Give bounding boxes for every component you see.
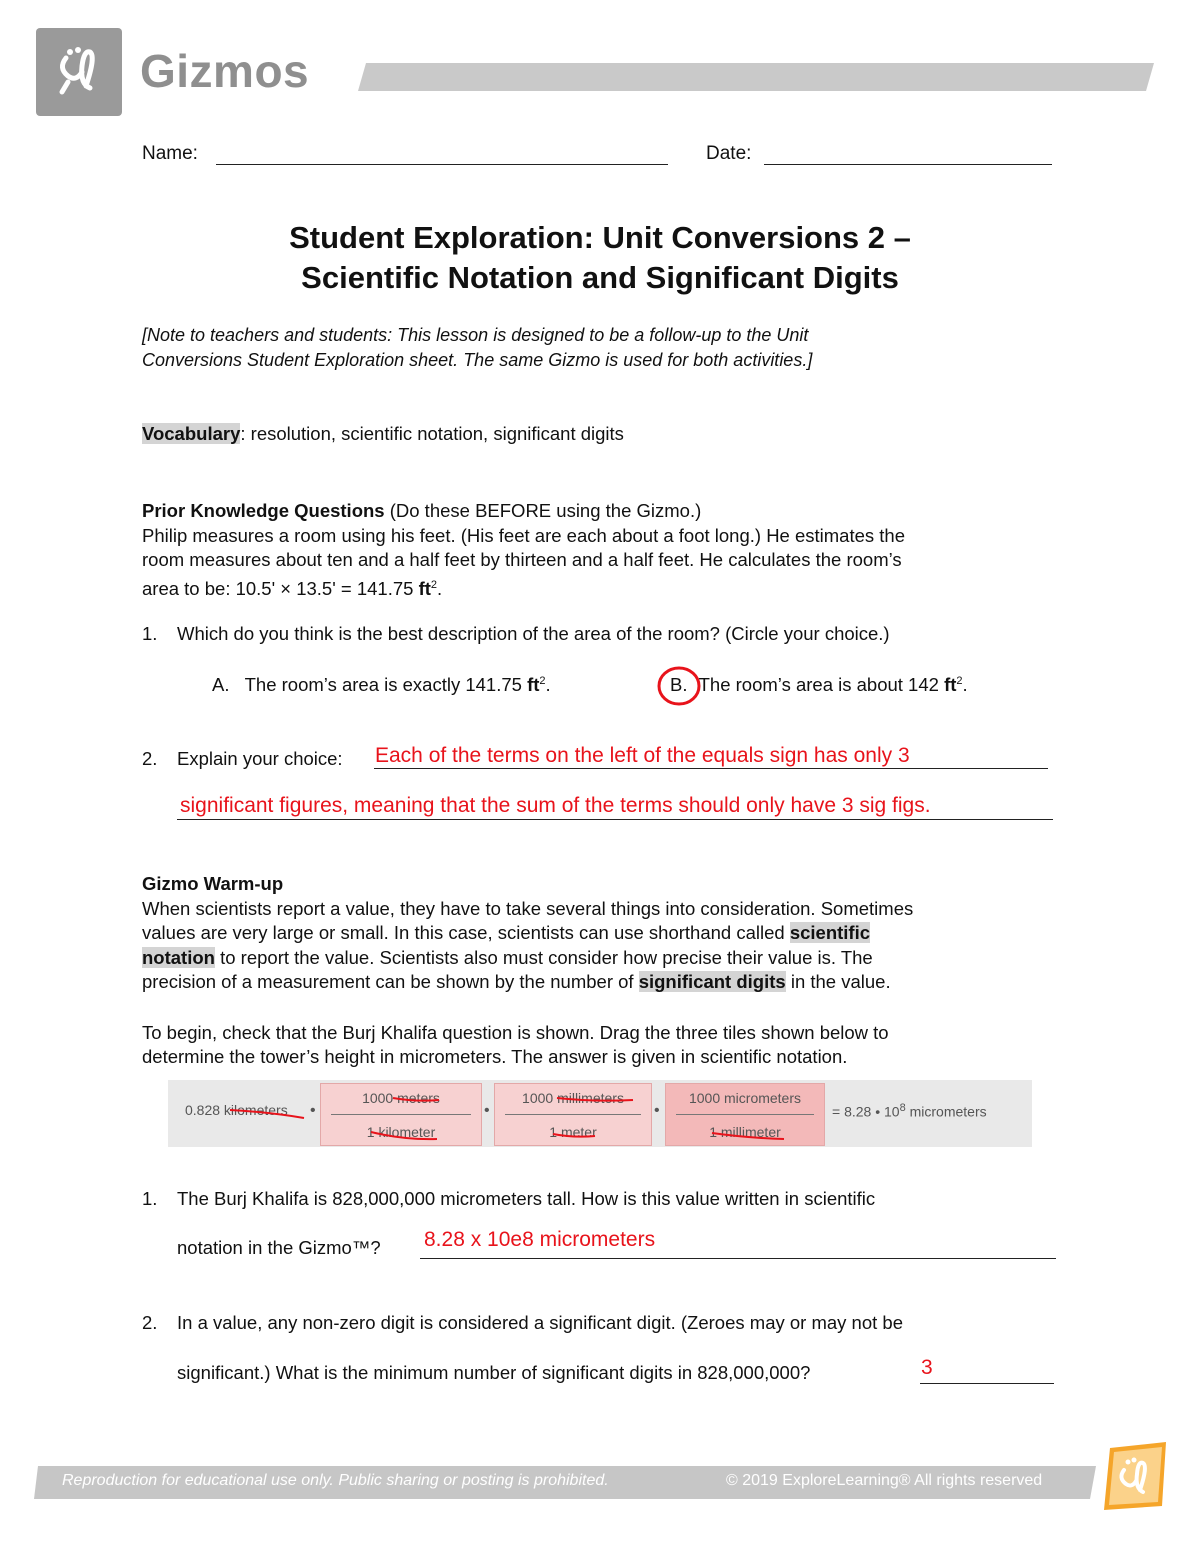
tile-3-denominator: 1 millimeter [709, 1124, 781, 1140]
gizmo-conversion-strip [168, 1080, 1032, 1147]
fraction-bar [676, 1114, 814, 1115]
warmup-text: values are very large or small. In this case, scientists can use shorthand called [142, 922, 790, 943]
date-field[interactable] [764, 142, 1052, 165]
warmup-p1-line-4 [142, 970, 1062, 995]
multiply-dot: • [484, 1102, 490, 1119]
cancel-mark [228, 1106, 308, 1120]
el-logo-icon [36, 28, 122, 116]
superscript-2: 2 [956, 674, 963, 687]
option-a-label: A. [212, 674, 230, 695]
tile-2-numerator: 1000 millimeters [522, 1090, 624, 1106]
prior-q2-text: Explain your choice: [177, 748, 343, 769]
handwritten-answer-1: Each of the terms on the left of the equals sign has only 3 [375, 744, 910, 767]
warmup-p1-line-2 [142, 921, 1062, 946]
prior-q1-text: Which do you think is the best description of the area of the room? (Circle your choice.) [177, 623, 890, 644]
cancel-mark [369, 1130, 439, 1142]
result-mantissa: = 8.28 • 10 [832, 1103, 900, 1120]
option-b-label: B. [670, 674, 688, 695]
warmup-p1-line-1: When scientists report a value, they have to take several things into consideration. Sometimes [142, 898, 914, 919]
warmup-q2-number: 2. [142, 1312, 158, 1333]
footer-copyright: © 2019 ExploreLearning® All rights reserved [726, 1472, 1043, 1489]
explorelearning-logo [36, 28, 122, 116]
warmup-p2-line-1: To begin, check that the Burj Khalifa question is shown. Drag the three tiles shown below to [142, 1022, 889, 1043]
prior-q1-number: 1. [142, 623, 158, 644]
warmup-p1-line-3 [142, 946, 1062, 971]
answer-line-4[interactable] [920, 1359, 1054, 1384]
note-line-1: [Note to teachers and students: This lesson is designed to be a follow-up to the Unit [142, 325, 809, 345]
warmup-text: in the value. [785, 971, 891, 992]
warmup-q2-line-2: significant.) What is the minimum number of significant digits in 828,000,000? [177, 1362, 811, 1383]
fraction-bar [331, 1114, 471, 1115]
date-label: Date: [706, 143, 752, 164]
tile-2-denominator: 1 meter [549, 1124, 597, 1140]
period: . [545, 674, 551, 695]
unit-ft: ft [418, 578, 431, 600]
cancel-mark [391, 1096, 441, 1106]
prior-heading-title: Prior Knowledge Questions [142, 500, 385, 521]
cancel-mark [710, 1130, 786, 1142]
superscript-2: 2 [539, 674, 546, 687]
conversion-tile-1[interactable] [320, 1083, 482, 1146]
cancel-mark [555, 1096, 635, 1106]
conversion-tile-3[interactable] [665, 1083, 825, 1146]
tile-3-numerator: 1000 micrometers [688, 1090, 802, 1106]
warmup-q1-line-1: The Burj Khalifa is 828,000,000 micrometers tall. How is this value written in scientific [177, 1188, 876, 1209]
tile-1-denominator: 1 kilometer [366, 1124, 436, 1140]
prior-heading-note: (Do these BEFORE using the Gizmo.) [384, 500, 702, 521]
warmup-heading: Gizmo Warm-up [142, 873, 284, 894]
term-notation: notation [142, 947, 215, 968]
conversion-result [832, 1102, 987, 1120]
el-footer-logo-icon [1100, 1440, 1172, 1512]
option-a[interactable] [212, 674, 551, 696]
warmup-p2-line-2: determine the tower’s height in micrometers. The answer is given in scientific notation. [142, 1046, 848, 1067]
fraction-bar [505, 1114, 641, 1115]
page-title-line-2: Scientific Notation and Significant Digits [301, 260, 899, 295]
period: . [437, 578, 443, 600]
header-bar [358, 63, 1154, 91]
conversion-tile-2[interactable] [494, 1083, 652, 1146]
handwritten-answer-3: 8.28 x 10e8 micrometers [424, 1228, 656, 1251]
footer-disclaimer: Reproduction for educational use only. Public sharing or posting is prohibited. [62, 1472, 609, 1489]
warmup-text: precision of a measurement can be shown by the number of [142, 971, 639, 992]
brand-title: Gizmos [140, 45, 310, 97]
warmup-text: to report the value. Scientists also must consider how precise their value is. The [214, 947, 873, 968]
option-b[interactable] [670, 674, 968, 696]
prior-heading [142, 499, 1062, 524]
option-b-text: The room’s area is about 142 [698, 674, 945, 695]
unit-ft: ft [527, 674, 540, 695]
vocabulary [142, 422, 1062, 447]
term-scientific: scientific [789, 922, 871, 943]
warmup-q1-number: 1. [142, 1188, 158, 1209]
multiply-dot: • [310, 1102, 316, 1119]
vocabulary-label: Vocabulary [142, 423, 241, 444]
handwritten-answer-4: 3 [921, 1356, 933, 1379]
result-unit: micrometers [905, 1103, 987, 1120]
prior-line-2: room measures about ten and a half feet by thirteen and a half feet. He calculates the room’s [142, 549, 902, 570]
page-title-line-1: Student Exploration: Unit Conversions 2 – [289, 220, 911, 255]
vocabulary-list: : resolution, scientific notation, significant digits [240, 423, 624, 444]
result-exponent: 8 [899, 1102, 906, 1114]
cancel-mark [551, 1130, 597, 1142]
note-line-2: Conversions Student Exploration sheet. The same Gizmo is used for both activities.] [142, 350, 813, 370]
period: . [962, 674, 968, 695]
prior-q2-number: 2. [142, 748, 158, 769]
tile-1-numerator: 1000 meters [362, 1090, 440, 1106]
area-equation: area to be: 10.5' × 13.5' = 141.75 [142, 578, 419, 600]
prior-line-1: Philip measures a room using his feet. (His feet are each about a foot long.) He estimates the [142, 525, 906, 546]
warmup-q1-line-2: notation in the Gizmo™? [177, 1237, 381, 1258]
name-field[interactable] [216, 142, 668, 165]
name-label: Name: [142, 143, 198, 164]
unit-ft: ft [944, 674, 957, 695]
term-significant-digits: significant digits [638, 971, 786, 992]
option-a-text: The room’s area is exactly 141.75 [244, 674, 528, 695]
multiply-dot: • [654, 1102, 660, 1119]
start-value: 0.828 kilometers [185, 1102, 288, 1118]
prior-line-3 [142, 573, 1062, 602]
warmup-q2-line-1: In a value, any non-zero digit is considered a significant digit. (Zeroes may or may not be [177, 1312, 903, 1333]
handwritten-answer-2: significant figures, meaning that the sum of the terms should only have 3 sig figs. [180, 794, 931, 817]
superscript-2: 2 [430, 579, 438, 591]
